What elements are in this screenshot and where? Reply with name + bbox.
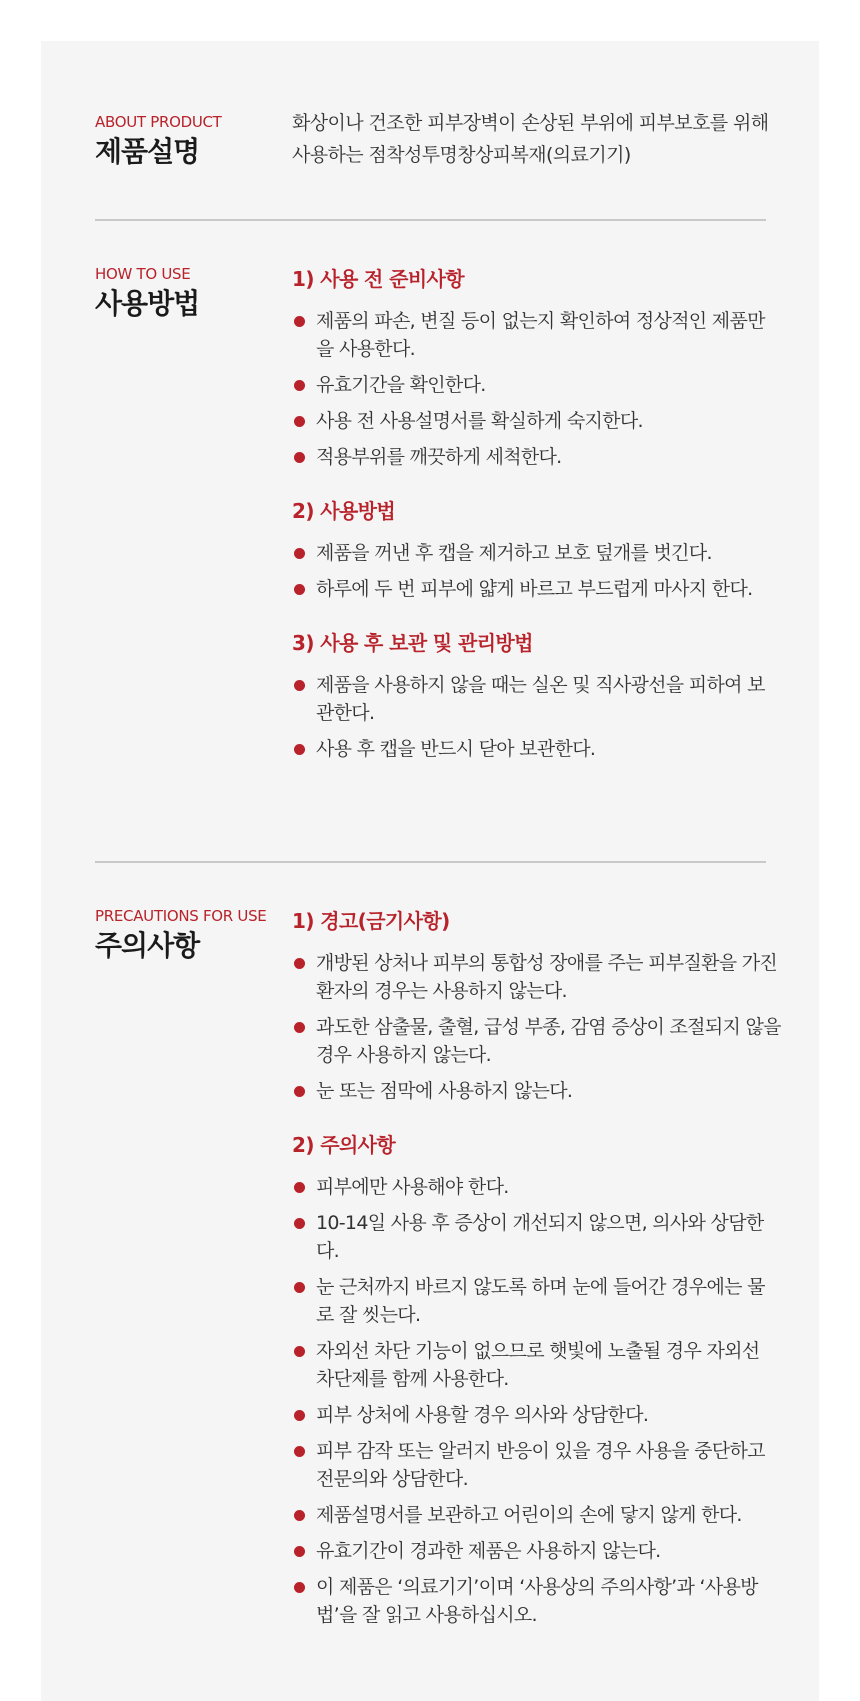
howto-title: 사용방법 <box>95 287 200 320</box>
bullet-dot-icon <box>294 1086 305 1097</box>
list-item <box>292 1173 782 1201</box>
list-item <box>292 1501 782 1529</box>
bullet-dot-icon <box>294 548 305 559</box>
list-item <box>292 443 782 471</box>
list-item-text: 하루에 두 번 피부에 얇게 바르고 부드럽게 마사지 한다. <box>316 578 753 600</box>
list-item-text: 피부 감작 또는 알러지 반응이 있을 경우 사용을 중단하고 전문의와 상담한다. <box>316 1440 765 1490</box>
bullet-dot-icon <box>294 1446 305 1457</box>
precautions-label <box>95 907 275 964</box>
bullet-list <box>292 539 782 603</box>
bullet-dot-icon <box>294 1346 305 1357</box>
list-item-text: 10-14일 사용 후 증상이 개선되지 않으면, 의사와 상담한다. <box>316 1212 764 1262</box>
divider-2 <box>95 861 766 863</box>
about-description: 화상이나 건조한 피부장벽이 손상된 부위에 피부보호를 위해 사용하는 점착성투명창상피복재(의료기기) <box>292 112 769 166</box>
list-item-text: 제품을 꺼낸 후 캡을 제거하고 보호 덮개를 벗긴다. <box>316 542 712 564</box>
list-item-text: 제품설명서를 보관하고 어린이의 손에 닿지 않게 한다. <box>316 1504 742 1526</box>
list-item-text: 과도한 삼출물, 출혈, 급성 부종, 감염 증상이 조절되지 않을 경우 사용하지 않는다. <box>316 1016 781 1066</box>
howto-label <box>95 265 275 322</box>
list-item-text: 사용 전 사용설명서를 확실하게 숙지한다. <box>316 410 643 432</box>
group-heading: 2) 사용방법 <box>292 499 396 523</box>
bullet-dot-icon <box>294 452 305 463</box>
list-item-text: 제품의 파손, 변질 등이 없는지 확인하여 정상적인 제품만을 사용한다. <box>316 310 765 360</box>
list-item <box>292 671 782 727</box>
instruction-group <box>292 497 782 603</box>
list-item-text: 제품을 사용하지 않을 때는 실온 및 직사광선을 피하여 보관한다. <box>316 674 765 724</box>
list-item-text: 적용부위를 깨끗하게 세척한다. <box>316 446 562 468</box>
about-label <box>95 113 275 170</box>
list-item <box>292 1013 782 1069</box>
product-info-card <box>41 41 819 1701</box>
list-item <box>292 575 782 603</box>
list-item <box>292 307 782 363</box>
list-item-text: 눈 근처까지 바르지 않도록 하며 눈에 들어간 경우에는 물로 잘 씻는다. <box>316 1276 765 1326</box>
list-item-text: 유효기간을 확인한다. <box>316 374 486 396</box>
list-item-text: 피부 상처에 사용할 경우 의사와 상담한다. <box>316 1404 649 1426</box>
bullet-dot-icon <box>294 1282 305 1293</box>
group-heading: 1) 경고(금기사항) <box>292 909 450 933</box>
bullet-list <box>292 949 782 1105</box>
list-item <box>292 371 782 399</box>
list-item <box>292 1573 782 1629</box>
bullet-list <box>292 671 782 763</box>
bullet-dot-icon <box>294 1410 305 1421</box>
bullet-dot-icon <box>294 316 305 327</box>
bullet-dot-icon <box>294 584 305 595</box>
about-eng-label: ABOUT PRODUCT <box>95 113 222 131</box>
bullet-dot-icon <box>294 1182 305 1193</box>
list-item <box>292 1273 782 1329</box>
list-item <box>292 1401 782 1429</box>
list-item <box>292 735 782 763</box>
bullet-dot-icon <box>294 1218 305 1229</box>
howto-eng-label: HOW TO USE <box>95 265 191 283</box>
instruction-group <box>292 1131 782 1629</box>
list-item-text: 피부에만 사용해야 한다. <box>316 1176 509 1198</box>
list-item <box>292 1337 782 1393</box>
list-item-text: 눈 또는 점막에 사용하지 않는다. <box>316 1080 573 1102</box>
list-item-text: 사용 후 캡을 반드시 닫아 보관한다. <box>316 738 596 760</box>
bullet-dot-icon <box>294 744 305 755</box>
divider-1 <box>95 219 766 221</box>
list-item <box>292 1077 782 1105</box>
about-title: 제품설명 <box>95 135 200 168</box>
list-item-text: 이 제품은 ‘의료기기’이며 ‘사용상의 주의사항’과 ‘사용방법’을 잘 읽고 사용하십시오. <box>316 1576 758 1626</box>
list-item <box>292 407 782 435</box>
list-item-text: 유효기간이 경과한 제품은 사용하지 않는다. <box>316 1540 661 1562</box>
list-item-text: 자외선 차단 기능이 없으므로 햇빛에 노출될 경우 자외선 차단제를 함께 사용한다. <box>316 1340 760 1390</box>
instruction-group <box>292 907 782 1105</box>
bullet-list <box>292 1173 782 1629</box>
bullet-dot-icon <box>294 416 305 427</box>
instruction-group <box>292 265 782 471</box>
bullet-dot-icon <box>294 1546 305 1557</box>
bullet-dot-icon <box>294 380 305 391</box>
bullet-list <box>292 307 782 471</box>
list-item <box>292 1209 782 1265</box>
precautions-eng-label: PRECAUTIONS FOR USE <box>95 907 267 925</box>
group-heading: 3) 사용 후 보관 및 관리방법 <box>292 631 533 655</box>
howto-content <box>292 265 782 789</box>
group-heading: 2) 주의사항 <box>292 1133 396 1157</box>
bullet-dot-icon <box>294 680 305 691</box>
group-heading: 1) 사용 전 준비사항 <box>292 267 464 291</box>
bullet-dot-icon <box>294 958 305 969</box>
about-content <box>292 107 782 171</box>
list-item <box>292 1437 782 1493</box>
precautions-content <box>292 907 782 1655</box>
list-item <box>292 1537 782 1565</box>
list-item <box>292 539 782 567</box>
instruction-group <box>292 629 782 763</box>
bullet-dot-icon <box>294 1582 305 1593</box>
list-item <box>292 949 782 1005</box>
bullet-dot-icon <box>294 1510 305 1521</box>
bullet-dot-icon <box>294 1022 305 1033</box>
precautions-title: 주의사항 <box>95 929 200 962</box>
list-item-text: 개방된 상처나 피부의 통합성 장애를 주는 피부질환을 가진 환자의 경우는 사용하지 않는다. <box>316 952 778 1002</box>
